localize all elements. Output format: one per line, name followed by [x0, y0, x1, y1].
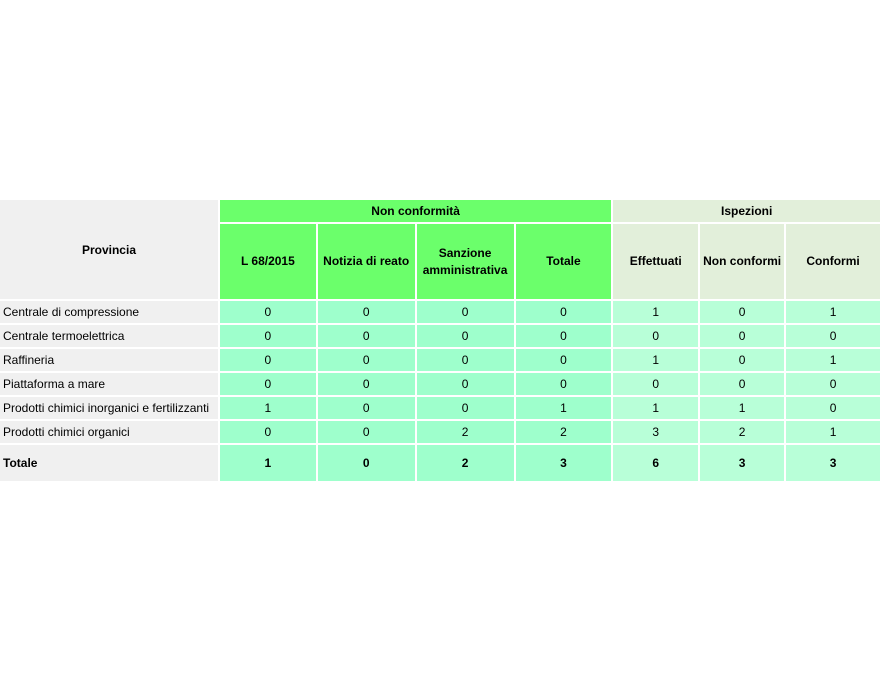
- cell-l68: 1: [220, 397, 316, 419]
- header-provincia: Provincia: [0, 200, 218, 299]
- cell-non-conformi: 2: [700, 421, 784, 443]
- cell-conformi: 1: [786, 301, 880, 323]
- cell-l68: 0: [220, 373, 316, 395]
- row-label: Prodotti chimici inorganici e fertilizzanti: [0, 397, 218, 419]
- total-row: [0, 445, 880, 481]
- cell-totale-nc: 2: [516, 421, 612, 443]
- table-row: [0, 421, 880, 443]
- table-row: [0, 349, 880, 371]
- cell-l68: 0: [220, 349, 316, 371]
- cell-effettuati: 1: [613, 349, 698, 371]
- cell-conformi: 1: [786, 349, 880, 371]
- table-row: [0, 301, 880, 323]
- header-group-non-conformita: Non conformità: [220, 200, 611, 222]
- cell-sanzione: 2: [417, 421, 514, 443]
- header-sanzione-amministrativa: Sanzione amministrativa: [417, 224, 514, 299]
- cell-conformi: 0: [786, 325, 880, 347]
- cell-l68: 0: [220, 325, 316, 347]
- header-effettuati: Effettuati: [613, 224, 698, 299]
- table-row: [0, 397, 880, 419]
- cell-l68: 0: [220, 421, 316, 443]
- total-totale-nc: 3: [516, 445, 612, 481]
- cell-non-conformi: 0: [700, 325, 784, 347]
- header-group-ispezioni: Ispezioni: [613, 200, 880, 222]
- table-row: [0, 373, 880, 395]
- header-totale-nc: Totale: [516, 224, 612, 299]
- header-l68-2015: L 68/2015: [220, 224, 316, 299]
- row-label: Piattaforma a mare: [0, 373, 218, 395]
- cell-non-conformi: 0: [700, 373, 784, 395]
- cell-sanzione: 0: [417, 349, 514, 371]
- total-notizia: 0: [318, 445, 415, 481]
- cell-totale-nc: 0: [516, 349, 612, 371]
- cell-sanzione: 0: [417, 301, 514, 323]
- cell-notizia: 0: [318, 373, 415, 395]
- cell-notizia: 0: [318, 421, 415, 443]
- cell-conformi: 1: [786, 421, 880, 443]
- cell-totale-nc: 0: [516, 373, 612, 395]
- total-non-conformi: 3: [700, 445, 784, 481]
- cell-l68: 0: [220, 301, 316, 323]
- header-non-conformi: Non conformi: [700, 224, 784, 299]
- cell-notizia: 0: [318, 349, 415, 371]
- cell-effettuati: 3: [613, 421, 698, 443]
- row-label: Centrale di compressione: [0, 301, 218, 323]
- cell-notizia: 0: [318, 325, 415, 347]
- header-row-groups: [0, 200, 880, 222]
- header-notizia-di-reato: Notizia di reato: [318, 224, 415, 299]
- cell-notizia: 0: [318, 397, 415, 419]
- row-label: Raffineria: [0, 349, 218, 371]
- inspections-table: [0, 198, 882, 483]
- cell-non-conformi: 0: [700, 301, 784, 323]
- cell-effettuati: 0: [613, 325, 698, 347]
- header-conformi: Conformi: [786, 224, 880, 299]
- cell-effettuati: 1: [613, 301, 698, 323]
- row-label: Prodotti chimici organici: [0, 421, 218, 443]
- cell-conformi: 0: [786, 373, 880, 395]
- cell-notizia: 0: [318, 301, 415, 323]
- cell-sanzione: 0: [417, 373, 514, 395]
- cell-non-conformi: 1: [700, 397, 784, 419]
- cell-non-conformi: 0: [700, 349, 784, 371]
- row-label: Centrale termoelettrica: [0, 325, 218, 347]
- total-label: Totale: [0, 445, 218, 481]
- cell-totale-nc: 0: [516, 301, 612, 323]
- total-conformi: 3: [786, 445, 880, 481]
- cell-sanzione: 0: [417, 397, 514, 419]
- total-effettuati: 6: [613, 445, 698, 481]
- cell-effettuati: 0: [613, 373, 698, 395]
- cell-conformi: 0: [786, 397, 880, 419]
- total-l68: 1: [220, 445, 316, 481]
- cell-effettuati: 1: [613, 397, 698, 419]
- cell-totale-nc: 0: [516, 325, 612, 347]
- table-row: [0, 325, 880, 347]
- total-sanzione: 2: [417, 445, 514, 481]
- cell-sanzione: 0: [417, 325, 514, 347]
- cell-totale-nc: 1: [516, 397, 612, 419]
